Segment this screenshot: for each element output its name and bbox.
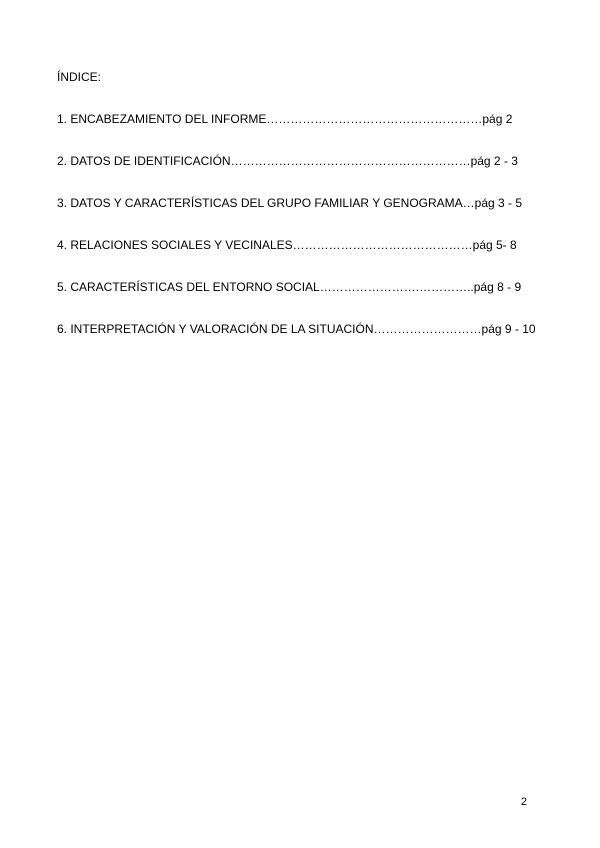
toc-entry-pages: pág 2 — [482, 112, 513, 126]
toc-entry-pages: pág 8 - 9 — [473, 280, 522, 294]
toc-entry-leader: …………………….………….. — [319, 280, 474, 294]
toc-entry-pages: pág 3 - 5 — [474, 196, 523, 210]
toc-entry-title: 2. DATOS DE IDENTIFICACIÓN — [57, 154, 231, 168]
toc-entry — [57, 238, 517, 252]
toc-entry-leader: ……………………………………… — [292, 238, 473, 252]
toc-entry-leader: … — [462, 196, 475, 210]
toc-heading: ÍNDICE: — [57, 70, 102, 84]
toc-entry-title: 4. RELACIONES SOCIALES Y VECINALES — [57, 238, 293, 252]
toc-entry-pages: pág 2 - 3 — [470, 154, 518, 168]
toc-entry-leader: …………………………………………………… — [230, 154, 471, 168]
toc-entry-title: 1. ENCABEZAMIENTO DEL INFORME — [57, 112, 267, 126]
toc-entry-title: 6. INTERPRETACIÓN Y VALORACIÓN DE LA SITUACIÓN — [57, 322, 374, 336]
toc-entry-pages: pág 5- 8 — [472, 238, 517, 252]
page-number: 2 — [520, 796, 527, 808]
toc-entry-title: 5. CARACTERÍSTICAS DEL ENTORNO SOCIAL — [57, 280, 320, 294]
toc-entry-leader: ……………………………………………… — [266, 112, 483, 126]
toc-entry — [57, 112, 512, 126]
toc-entry — [57, 280, 521, 294]
toc-entry-title: 3. DATOS Y CARACTERÍSTICAS DEL GRUPO FAMILIAR Y GENOGRAMA — [57, 196, 463, 210]
toc-entry — [57, 322, 536, 336]
toc-entry-pages: pág 9 - 10 — [481, 322, 536, 336]
toc-entry — [57, 196, 522, 210]
toc-entry — [57, 154, 518, 168]
toc-entry-leader: ……………………… — [373, 322, 482, 336]
